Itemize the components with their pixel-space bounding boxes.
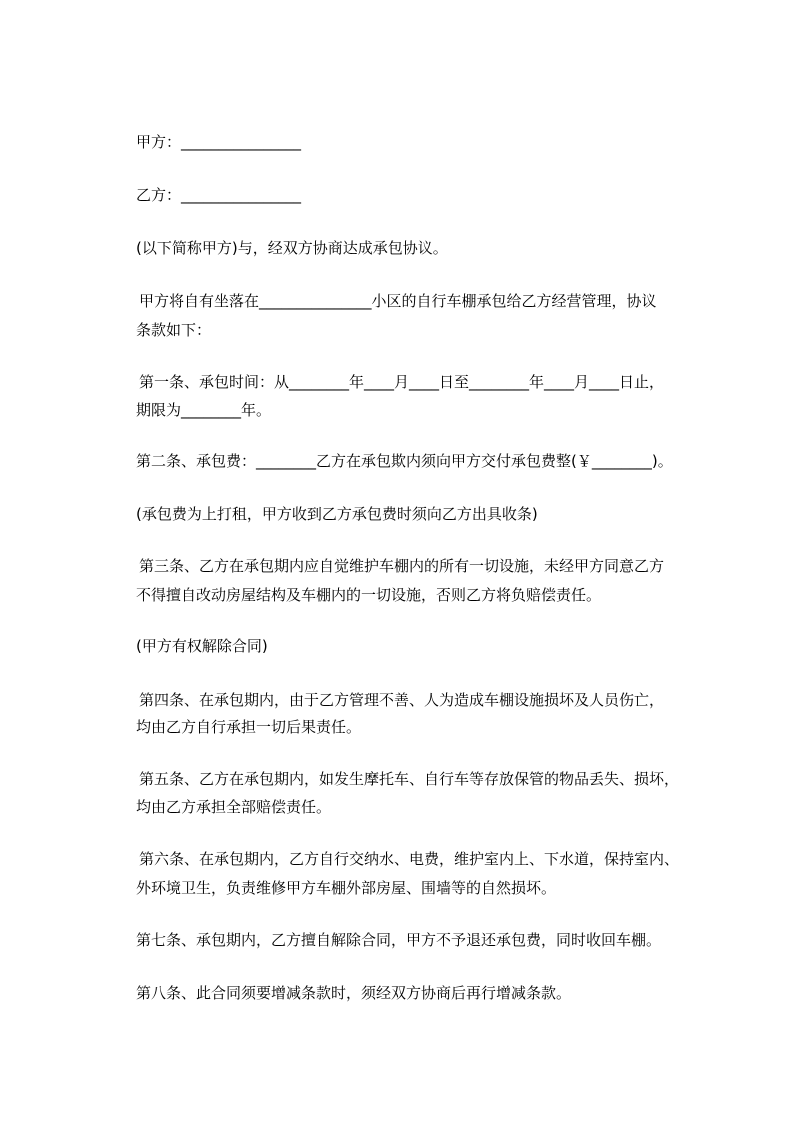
party-b-line: 乙方：________________ xyxy=(136,186,302,204)
article-4-line-2: 均由乙方自行承担一切后果责任。 xyxy=(136,718,362,736)
article-1-line-2: 期限为________年。 xyxy=(136,401,272,419)
article-3-line-1: 第三条、乙方在承包期内应自觉维护车棚内的所有一切设施，未经甲方同意乙方 xyxy=(139,557,665,575)
preamble-line: (以下简称甲方)与，经双方协商达成承包协议。 xyxy=(136,239,448,257)
note-1-line: (承包费为上打租，甲方收到乙方承包费时须向乙方出具收条) xyxy=(136,505,538,523)
article-2-line-1: 第二条、承包费：________乙方在承包欺内须向甲方交付承包费整(￥________)。 xyxy=(136,452,673,470)
article-8-line-1: 第八条、此合同须要增减条款时，须经双方协商后再行增减条款。 xyxy=(136,984,572,1002)
article-1-line-1: 第一条、承包时间：从________年____月____日至________年____月____日止， xyxy=(139,373,665,391)
article-5-line-1: 第五条、乙方在承包期内，如发生摩托车、自行车等存放保管的物品丢失、损坏， xyxy=(139,770,680,788)
article-5-line-2: 均由乙方承担全部赔偿责任。 xyxy=(136,798,332,816)
party-a-line: 甲方：________________ xyxy=(136,133,302,151)
note-2-line: (甲方有权解除合同) xyxy=(136,637,268,655)
article-6-line-2: 外环境卫生，负责维修甲方车棚外部房屋、围墙等的自然损坏。 xyxy=(136,879,557,897)
article-4-line-1: 第四条、在承包期内，由于乙方管理不善、人为造成车棚设施损坏及人员伤亡， xyxy=(139,691,665,709)
article-7-line-1: 第七条、承包期内，乙方擅自解除合同，甲方不予退还承包费，同时收回车棚。 xyxy=(136,931,662,949)
intro-line-1: 甲方将自有坐落在_______________小区的自行车棚承包给乙方经营管理，协议 xyxy=(139,292,657,310)
article-3-line-2: 不得擅自改动房屋结构及车棚内的一切设施，否则乙方将负赔偿责任。 xyxy=(136,586,602,604)
intro-line-2: 条款如下： xyxy=(136,321,212,339)
article-6-line-1: 第六条、在承包期内，乙方自行交纳水、电费，维护室内上、下水道，保持室内、 xyxy=(139,850,680,868)
